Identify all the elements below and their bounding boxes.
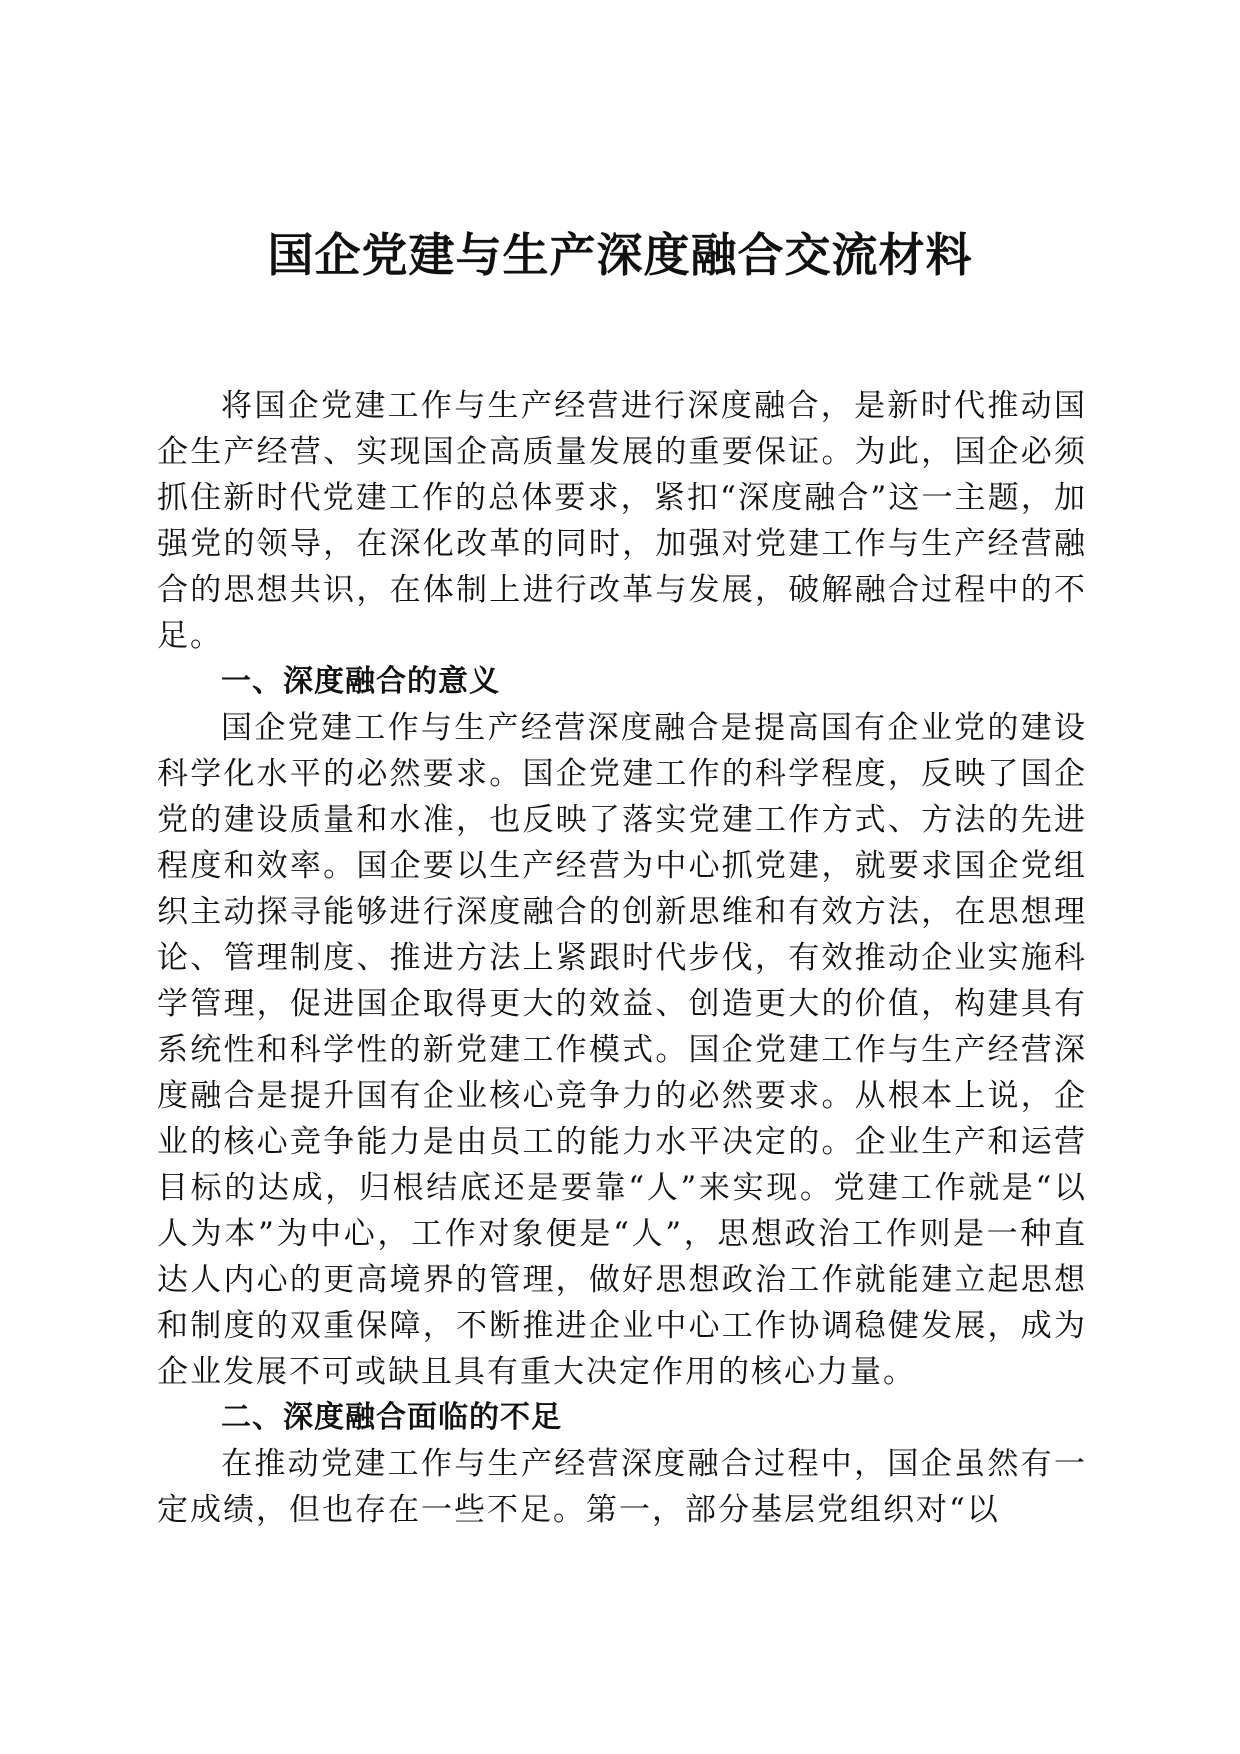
intro-paragraph: 将国企党建工作与生产经营进行深度融合，是新时代推动国企生产经营、实现国企高质量发展的重要保证。为此，国企必须抓住新时代党建工作的总体要求，紧扣“深度融合”这一主题，加强党的领导，在深化改革的同时，加强对党建工作与生产经营融合的思想共识，在体制上进行改革与发展，破解融合过程中的不足。 — [157, 388, 1087, 654]
document-title: 国企党建与生产深度融合交流材料 — [267, 228, 973, 282]
document-body — [157, 383, 1087, 1533]
section-heading-shortcomings: 二、深度融合面临的不足 — [221, 1400, 562, 1435]
section-heading-significance: 一、深度融合的意义 — [221, 664, 500, 699]
shortcomings-paragraph: 在推动党建工作与生产经营深度融合过程中，国企虽然有一定成绩，但也存在一些不足。第一，部分基层党组织对“以 — [157, 1446, 1087, 1528]
significance-paragraph: 国企党建工作与生产经营深度融合是提高国有企业党的建设科学化水平的必然要求。国企党建工作的科学程度，反映了国企党的建设质量和水准，也反映了落实党建工作方式、方法的先进程度和效率。国企要以生产经营为中心抓党建，就要求国企党组织主动探寻能够进行深度融合的创新思维和有效方法，在思想理论、管理制度、推进方法上紧跟时代步伐，有效推动企业实施科学管理，促进国企取得更大的效益、创造更大的价值，构建具有系统性和科学性的新党建工作模式。国企党建工作与生产经营深度融合是提升国有企业核心竞争力的必然要求。从根本上说，企业的核心竞争能力是由员工的能力水平决定的。企业生产和运营目标的达成，归根结底还是要靠“人”来实现。党建工作就是“以人为本”为中心，工作对象便是“人”，思想政治工作则是一种直达人内心的更高境界的管理，做好思想政治工作就能建立起思想和制度的双重保障，不断推进企业中心工作协调稳健发展，成为企业发展不可或缺且具有重大决定作用的核心力量。 — [157, 710, 1087, 1390]
